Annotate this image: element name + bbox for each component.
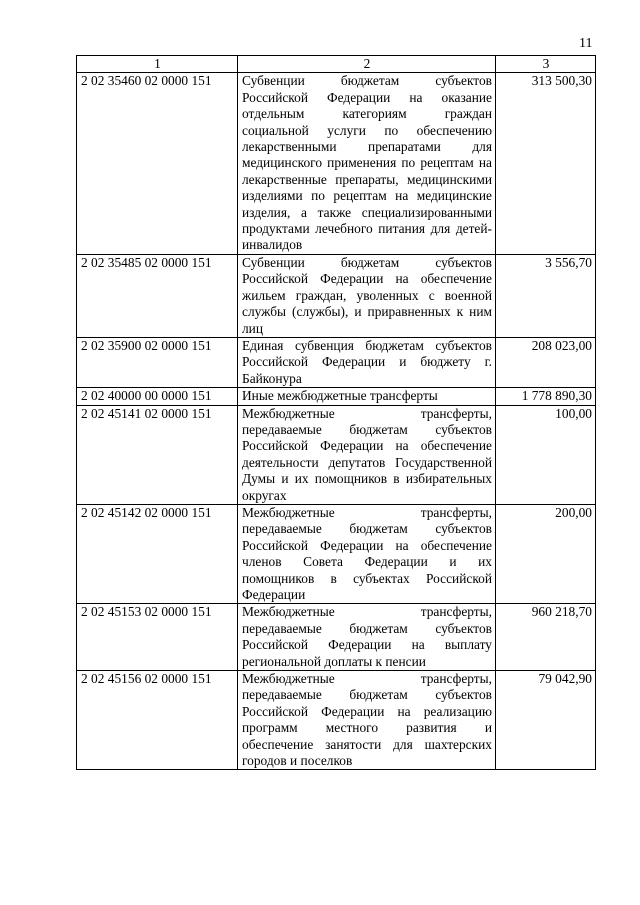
table-row xyxy=(77,73,596,254)
table-row xyxy=(77,604,596,671)
page-number: 11 xyxy=(579,36,593,51)
amount-cell: 200,00 xyxy=(496,504,596,603)
amount-cell: 960 218,70 xyxy=(496,604,596,671)
table-row xyxy=(77,504,596,603)
budget-code-cell: 2 02 35485 02 0000 151 xyxy=(77,254,238,337)
table-row xyxy=(77,388,596,405)
amount-cell: 100,00 xyxy=(496,405,596,504)
budget-code-cell: 2 02 35460 02 0000 151 xyxy=(77,73,238,254)
description-cell: Единая субвенция бюджетам субъектов Российской Федерации и бюджету г. Байконура xyxy=(238,337,496,387)
amount-cell: 313 500,30 xyxy=(496,73,596,254)
budget-code-cell: 2 02 45142 02 0000 151 xyxy=(77,504,238,603)
amount-cell: 208 023,00 xyxy=(496,337,596,387)
column-header-3: 3 xyxy=(496,56,596,73)
budget-code-cell: 2 02 45156 02 0000 151 xyxy=(77,671,238,770)
budget-code-cell: 2 02 35900 02 0000 151 xyxy=(77,337,238,387)
column-header-1: 1 xyxy=(77,56,238,73)
budget-table xyxy=(76,55,596,770)
budget-code-cell: 2 02 45153 02 0000 151 xyxy=(77,604,238,671)
description-cell: Иные межбюджетные трансферты xyxy=(238,388,496,405)
amount-cell: 1 778 890,30 xyxy=(496,388,596,405)
amount-cell: 3 556,70 xyxy=(496,254,596,337)
description-cell: Межбюджетные трансферты, передаваемые бюджетам субъектов Российской Федерации на обеспечение членов Совета Федерации и их помощников в субъектах Российской Федерации xyxy=(238,504,496,603)
table-row xyxy=(77,337,596,387)
table-row xyxy=(77,254,596,337)
budget-code-cell: 2 02 45141 02 0000 151 xyxy=(77,405,238,504)
description-cell: Межбюджетные трансферты, передаваемые бюджетам субъектов Российской Федерации на выплату региональной доплаты к пенсии xyxy=(238,604,496,671)
description-cell: Межбюджетные трансферты, передаваемые бюджетам субъектов Российской Федерации на обеспечение деятельности депутатов Государственной Думы и их помощников в избирательных округах xyxy=(238,405,496,504)
table-row xyxy=(77,671,596,770)
description-cell: Субвенции бюджетам субъектов Российской Федерации на обеспечение жильем граждан, уволенных с военной службы (службы), и приравненных к ним лиц xyxy=(238,254,496,337)
description-cell: Субвенции бюджетам субъектов Российской Федерации на оказание отдельным категориям граждан социальной услуги по обеспечению лекарственными препаратами для медицинского применения по рецептам на лекарственные препараты, медицинскими изделиями по рецептам на медицинские изделия, а также специализированными продуктами лечебного питания для детей-инвалидов xyxy=(238,73,496,254)
budget-code-cell: 2 02 40000 00 0000 151 xyxy=(77,388,238,405)
amount-cell: 79 042,90 xyxy=(496,671,596,770)
description-cell: Межбюджетные трансферты, передаваемые бюджетам субъектов Российской Федерации на реализацию программ местного развития и обеспечение занятости для шахтерских городов и поселков xyxy=(238,671,496,770)
table-row xyxy=(77,405,596,504)
table-header-row xyxy=(77,56,596,73)
column-header-2: 2 xyxy=(238,56,496,73)
